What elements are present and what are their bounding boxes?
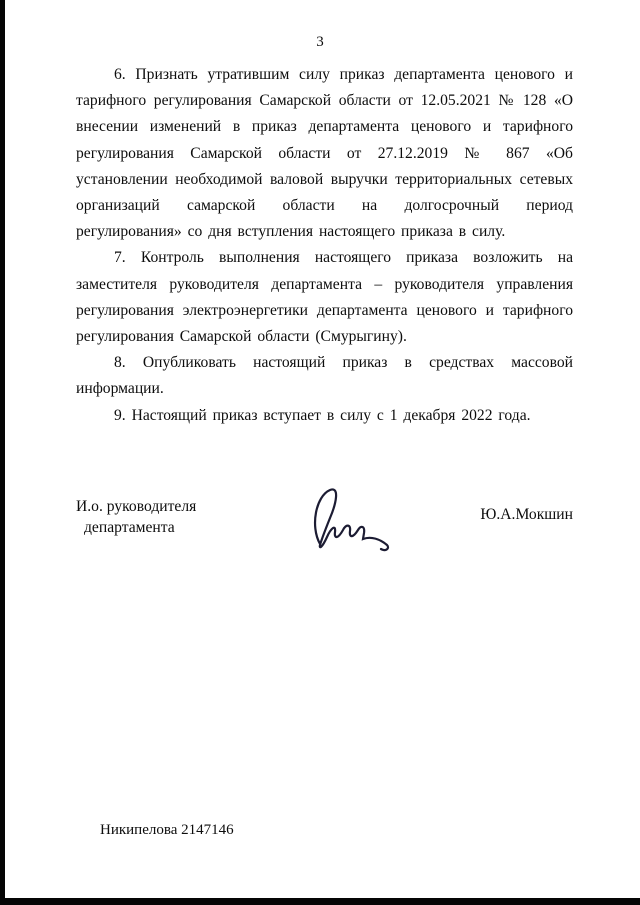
- signatory-title-line2: департамента: [84, 519, 175, 536]
- paragraph-9: 9. Настоящий приказ вступает в силу с 1 декабря 2022 года.: [114, 406, 531, 424]
- signature-block: [76, 492, 573, 562]
- document-body: [76, 62, 573, 429]
- signatory-title-line1: И.о. руководителя: [76, 498, 197, 515]
- handwritten-signature: [286, 482, 406, 567]
- page-number: 3: [316, 34, 324, 50]
- executor-footer: Никипелова 2147146: [100, 822, 234, 838]
- signatory-title: [76, 496, 196, 538]
- signatory-name: Ю.А.Мокшин: [480, 506, 573, 523]
- scan-edge-left: [0, 0, 5, 905]
- paragraph-7: 7. Контроль выполнения настоящего приказа возложить на заместителя руководителя департамента – руководителя управления регулирования электроэнергетики департамента ценового и тарифного регулирования Самарской области (Смурыгину).: [76, 249, 573, 346]
- paragraph-8: 8. Опубликовать настоящий приказ в средствах массовой информации.: [76, 354, 573, 398]
- paragraph-6: 6. Признать утратившим силу приказ департамента ценового и тарифного регулирования Самарской области от 12.05.2021 № 128 «О внесении изменений в приказ департамента ценового и тарифного регулирования Самарской области от 27.12.2019 № 867 «Об установлении необходимой валовой выручки территориальных сетевых организаций самарской области на долгосрочный период регулирования» со дня вступления настоящего приказа в силу.: [76, 66, 573, 241]
- scan-edge-bottom: [0, 898, 640, 905]
